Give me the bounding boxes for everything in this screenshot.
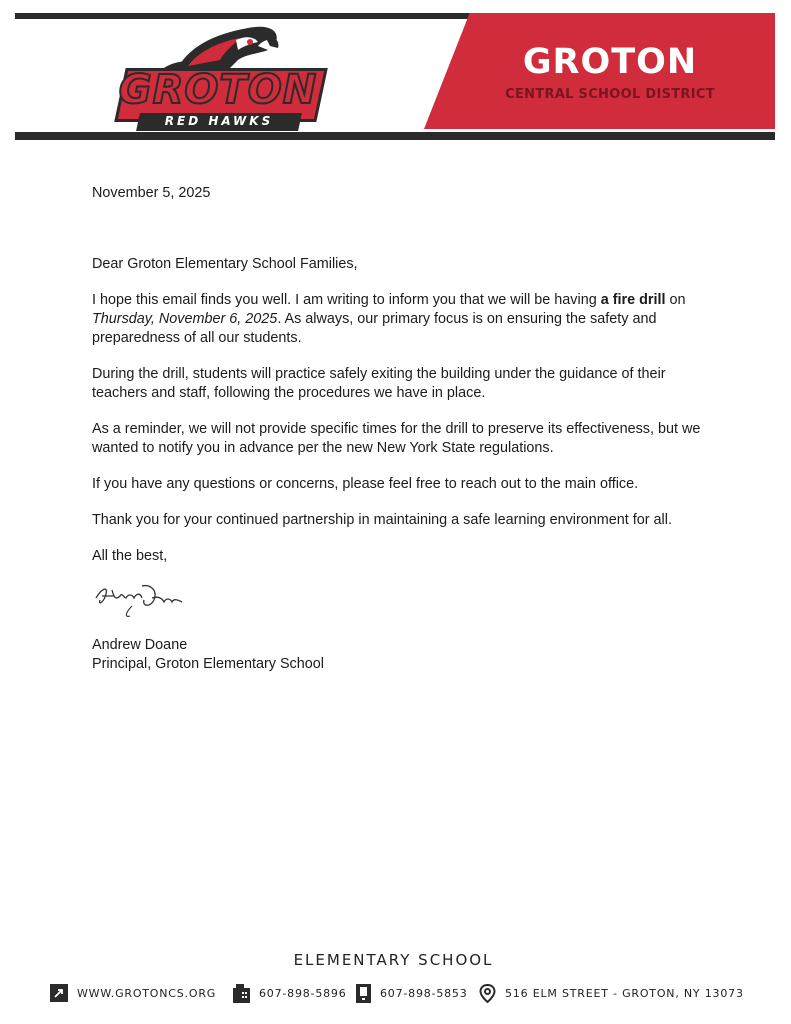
logo-tagline: RED HAWKS	[164, 114, 274, 128]
paragraph-announcement	[92, 291, 712, 348]
fax-icon	[356, 984, 371, 1003]
paragraph-thanks: Thank you for your continued partnership in maintaining a safe learning environment for all.	[92, 512, 672, 528]
fire-drill-emphasis: a fire drill	[600, 292, 666, 308]
address-text: 516 ELM STREET - GROTON, NY 13073	[505, 986, 744, 1000]
phone-icon	[233, 984, 250, 1003]
header-bottom-bar	[15, 132, 775, 140]
letter-date: November 5, 2025	[92, 185, 211, 201]
paragraph-text: on	[665, 292, 686, 308]
footer-fax[interactable]	[356, 980, 468, 1006]
handwritten-signature	[92, 576, 187, 626]
district-subtitle: CENTRAL SCHOOL DISTRICT	[505, 87, 715, 102]
drill-date-emphasis: Thursday, November 6, 2025	[92, 311, 278, 327]
website-text: WWW.GROTONCS.ORG	[77, 986, 217, 1000]
logo-wordmark: GROTON	[118, 67, 318, 113]
footer-phone[interactable]	[233, 980, 347, 1006]
paragraph-questions: If you have any questions or concerns, please feel free to reach out to the main office.	[92, 476, 639, 492]
footer-website[interactable]	[50, 980, 216, 1006]
footer-address[interactable]	[479, 980, 744, 1006]
location-pin-icon	[479, 984, 496, 1003]
paragraph-reminder: As a reminder, we will not provide specific times for the drill to preserve its effectiveness, but we wanted to notify you in advance per the new New York State regulations.	[92, 421, 701, 456]
fax-text: 607-898-5853	[380, 986, 468, 1000]
paragraph-procedure: During the drill, students will practice safely exiting the building under the guidance of their teachers and staff, following the procedures we have in place.	[92, 366, 666, 401]
letter-closing: All the best,	[92, 548, 168, 564]
phone-text: 607-898-5896	[259, 986, 347, 1000]
district-name: GROTON	[522, 42, 698, 82]
paragraph-text: . As always, our primary focus is on ensuring the safety and preparedness of all our students.	[92, 311, 657, 346]
paragraph-text: I hope this email finds you well. I am writing to inform you that we will be having	[92, 292, 601, 308]
signer-name: Andrew Doane	[92, 637, 188, 653]
signer-title: Principal, Groton Elementary School	[92, 656, 324, 672]
letter-salutation: Dear Groton Elementary School Families,	[92, 256, 358, 272]
footer-contact-row	[0, 980, 791, 1006]
letter-body	[92, 184, 712, 674]
link-icon	[50, 984, 68, 1002]
footer-school-label: ELEMENTARY SCHOOL	[293, 951, 494, 969]
